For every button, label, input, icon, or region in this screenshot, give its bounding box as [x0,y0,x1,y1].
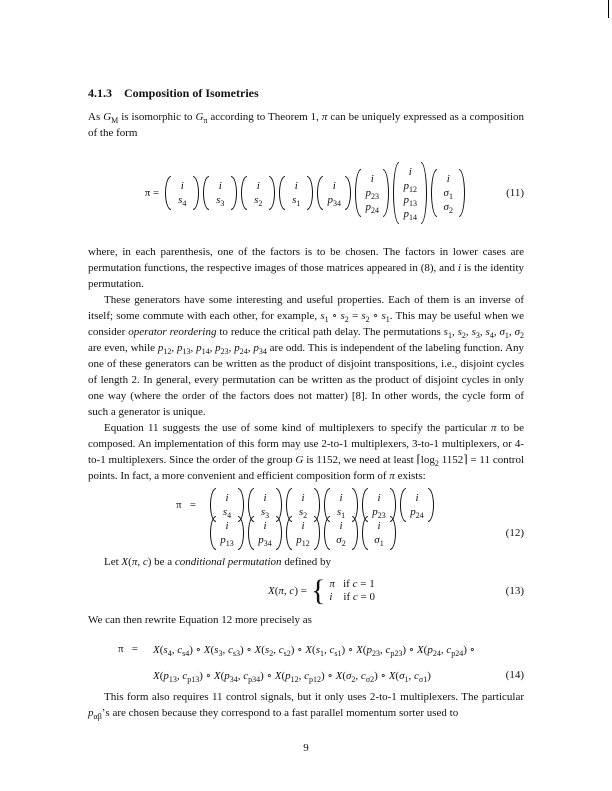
text: Equation 11 suggests the use of some kind of multiplexers to specify the particular [104,422,492,434]
factor-choice-group [323,516,359,550]
page-edge-line [608,0,609,18]
text: can be uniquely expressed as a composition of the form [88,111,524,139]
factor-choice-group [430,169,466,217]
text: where, in each parenthesis, one of the factors is to be chosen. The factors in lower cases are permutation functions, the respective images of those matrices appeared in (8), and [88,246,524,274]
text: ) ∘ [321,669,336,682]
text: ) ∘ [374,669,389,682]
math-symbol: $p_{14}$ [196,342,210,356]
math-symbol: X [416,643,424,656]
equation-lhs: π = [144,187,160,199]
text: if [334,578,353,590]
math-symbol: $s_2$ [457,326,466,340]
math-symbol: i [263,520,267,532]
math-symbol: π [278,585,284,597]
math-symbol: X [203,643,211,656]
math-symbol: $p_{13}$ [176,342,191,356]
math-symbol: $c_{s3}$ [227,643,240,658]
math-symbol: $p_{24}$ [410,506,424,520]
math-symbol: $c_{p34}$ [243,669,261,684]
text: are odd. This is independent of the labeling function. Any one of these generators can be written as the product of disjoint transpositions, i.e., disjoint cycles of length 2. In general, every permutation can be written as the product of disjoint cycles in only one way (where the order of the factors does not matter) [8]. In other words, the cycle form of such a generator is unique. [88,342,525,418]
math-symbol: $c_{s1}$ [329,643,342,658]
text: exists: [394,470,426,482]
text: Let [104,556,122,568]
math-symbol: $\sigma_1$ [374,534,384,548]
text: , [508,326,515,338]
factor-choice-group [316,176,352,210]
text: ( [395,669,400,682]
math-symbol: $s_2$ [340,310,349,324]
equation-number: (14) [505,669,524,681]
text: , [355,669,361,682]
text: ( [423,643,428,656]
math-symbol: $p_{14}$ [403,208,417,222]
equation-lhs: π = [176,499,197,511]
text: As [88,111,104,123]
math-symbol: X [388,669,396,682]
equation-number: (11) [506,187,524,199]
math-symbol: π [491,422,497,434]
text: , [237,669,244,682]
equation-14-line1 [88,640,524,658]
math-symbol: X [356,643,363,656]
math-symbol: $s_1$ [443,326,452,340]
text: , [176,669,183,682]
math-symbol: X [153,669,160,682]
math-symbol: $c_{p13}$ [182,669,200,684]
math-symbol: i [301,520,305,532]
factor-choice-group [278,176,314,210]
text: ∘ [369,310,382,322]
math-symbol: i [218,180,222,192]
section-number: 4.1.3 [88,86,112,100]
factor-choice-group [354,169,390,217]
math-symbol: $s_1$ [292,194,301,208]
factor-choice-group [209,516,245,550]
math-symbol: π [389,470,395,482]
factor-choice-group [392,162,428,224]
text: , [171,643,178,656]
text: We can then rewrite Equation 12 more precisely as [88,614,312,626]
case-1 [329,578,375,591]
text: if [332,591,353,603]
math-symbol: $s_3$ [216,194,225,208]
math-symbol: π [329,578,335,590]
text: ) ∘ [260,669,275,682]
section-heading [88,86,259,101]
emphasis: conditional permutation [174,556,282,568]
text: These generators have some interesting and useful properties. Each of them is an inverse of itself; some commute with each other, for example, [88,294,524,322]
math-symbol: i [377,520,381,532]
math-symbol: $p_{34}$ [253,342,267,356]
math-symbol: i [225,492,229,504]
math-symbol: π [131,556,138,568]
text: , [379,643,386,656]
math-symbol: $p_{12}$ [296,534,310,548]
math-symbol: X [335,669,343,682]
math-symbol: i [263,492,267,504]
text: , [273,643,279,656]
text: , [190,342,197,354]
text: , [323,643,330,656]
paragraph-rewrite [88,612,524,628]
math-symbol: $c_{s2}$ [278,643,291,658]
math-symbol: $p_{13}$ [403,194,417,208]
text: ( [281,669,286,682]
text: defined by [281,556,332,568]
math-symbol: $s_4$ [485,326,494,340]
math-symbol: X [213,669,221,682]
text: ( [342,669,346,682]
math-symbol: $\sigma_1$ [499,326,509,340]
math-symbol: $s_1$ [320,310,329,324]
factor-choice-group [285,516,321,550]
math-symbol: X [305,643,313,656]
math-symbol: $s_4$ [222,506,232,520]
text: is isomorphic to [118,111,196,123]
text: , [408,669,415,682]
math-symbol: $p_{13}$ [220,534,234,548]
text: , [137,556,143,568]
math-symbol: $s_1$ [336,506,346,520]
text: ( [220,669,225,682]
math-symbol: $c_{p24}$ [446,643,464,658]
equation-lhs [268,585,307,597]
math-symbol: $c_{s4}$ [177,643,190,658]
math-symbol: i [339,520,343,532]
math-symbol: $p_{23}$ [365,187,379,201]
math-symbol: $s_1$ [381,310,390,324]
math-symbol: $G_M$ [103,111,119,125]
text: ( [261,643,265,656]
math-symbol: X [153,643,160,656]
paragraph-intro [88,109,524,141]
text: , [493,326,500,338]
math-symbol: $c_{\sigma 1}$ [414,669,428,684]
text: is the identity permutation. [88,262,525,290]
text: , [451,326,458,338]
math-symbol: $\sigma_2$ [443,201,453,215]
math-symbol: $p_{12}$ [403,180,417,194]
math-symbol: $s_2$ [361,310,370,324]
math-symbol: $s_2$ [298,506,308,520]
text: according to Theorem 1, [207,111,322,123]
text: , [171,342,177,354]
text: = 0 [357,591,375,603]
equation-13 [88,575,524,607]
text: ) ∘ [239,643,255,656]
math-symbol: $p_{34}$ [224,669,238,684]
equation-lhs: π = [118,643,139,655]
text: ) ∘ [199,669,214,682]
paragraph-generators [88,292,524,420]
equation-number: (12) [505,527,524,539]
math-symbol: c [352,591,358,603]
text: ) ∘ [189,643,204,656]
math-symbol: c [142,556,148,568]
paragraph-conditional [88,554,524,570]
math-symbol: i [332,180,336,192]
text: , [465,326,472,338]
text: to reduce the critical path delay. The permutations [216,326,444,338]
math-symbol: $p_{24}$ [427,643,441,658]
math-symbol: i [256,180,260,192]
text: , [228,342,235,354]
text: ( [210,643,215,656]
text: , [479,326,486,338]
paragraph-control-signals [88,689,524,721]
equation-11 [88,148,524,238]
math-symbol: i [180,180,184,192]
text: to be composed. An implementation of this form may use 2-to-1 multiplexers, 3-to-1 multiplexers, or 4-to-1 multiplexers. Since the order of the group [88,422,524,466]
equation-line [153,643,475,656]
emphasis: operator reordering [128,326,217,338]
section-title: Composition of Isometries [124,86,259,100]
math-symbol: 2 [434,459,439,468]
factor-choice-group [247,516,283,550]
text: , [247,342,254,354]
text: is 1152, we need at least ⌈log [303,454,435,466]
math-symbol: $\sigma_2$ [345,669,356,684]
math-symbol: $p_{23}$ [215,342,229,356]
math-symbol: $s_1$ [315,643,324,658]
math-symbol: $p_{34}$ [327,194,341,208]
equation-number: (13) [505,585,524,597]
brace: { [310,574,326,607]
text: ) ∘ [463,643,476,656]
text: , [440,643,447,656]
math-symbol: i [225,520,229,532]
text: ( [159,669,164,682]
factor-choice-group [164,176,200,210]
math-symbol: X [274,669,282,682]
math-symbol: $p_{24}$ [365,201,379,215]
math-symbol: X [268,585,275,597]
text: ( [362,643,367,656]
math-symbol: i [301,492,305,504]
equation-factors [163,162,467,224]
text: , [222,643,228,656]
math-symbol: i [415,492,419,504]
math-symbol: $c_{\sigma 2}$ [360,669,375,684]
factor-choice-group [399,488,435,522]
equation-factors [208,516,398,550]
math-symbol: i [408,166,412,178]
equation-12-row2 [88,518,524,548]
text: ) ∘ [402,643,417,656]
text: ) be a [147,556,175,568]
math-symbol: X [121,556,129,568]
paragraph-multiplexers [88,420,524,484]
text: ) [427,669,431,682]
equation-14-line2 [88,666,524,684]
math-symbol: $p_{34}$ [258,534,272,548]
text: , [209,342,216,354]
text: , [283,585,290,597]
text: ( [274,585,279,597]
math-symbol: $p_{12}$ [285,669,299,684]
math-symbol: i [370,173,374,185]
math-symbol: $p_{23}$ [366,643,380,658]
text: ( [128,556,132,568]
math-symbol: $s_2$ [264,643,274,658]
math-symbol: $s_3$ [214,643,223,658]
text: ’s are chosen because they correspond to a fast parallel momentum sorter used to [101,707,459,719]
math-symbol: i [329,591,333,603]
text: are even, while [88,342,158,354]
math-symbol: $\sigma_2$ [514,326,525,340]
factor-choice-group [361,516,397,550]
equation-line [153,669,431,682]
text: ) ∘ [290,643,306,656]
text: ∘ [328,310,341,322]
text: ) ∘ [341,643,357,656]
math-symbol: $s_3$ [471,326,480,340]
math-symbol: $p_{12}$ [157,342,172,356]
math-symbol: i [377,492,381,504]
text: , [298,669,305,682]
text: 1152⌉ = 11 control points. In fact, a more convenient and efficient composition form of [88,454,525,482]
math-symbol: $s_2$ [254,194,263,208]
math-symbol: $\sigma_1$ [399,669,409,684]
case-2 [329,591,375,604]
math-symbol: $G_\pi$ [195,111,208,125]
math-symbol: $p_{24}$ [234,342,248,356]
text: = 1 [357,578,375,590]
math-symbol: $\sigma_2$ [336,534,346,548]
text: ( [159,643,164,656]
factor-choice-group [202,176,238,210]
math-symbol: i [457,262,461,274]
math-symbol: i [294,180,298,192]
math-symbol: π [321,111,328,123]
math-symbol: $p_{\alpha\beta}$ [88,707,102,721]
math-symbol: X [254,643,262,656]
math-symbol: $p_{23}$ [372,506,386,520]
math-symbol: $c_{p23}$ [385,643,403,658]
text: = [348,310,362,322]
page-number: 9 [303,742,309,754]
math-symbol: $p_{13}$ [163,669,177,684]
math-symbol: c [352,578,358,590]
text: . This may be useful when we consider [88,310,524,338]
math-symbol: i [339,492,343,504]
math-symbol: $s_4$ [178,194,187,208]
math-symbol: $c_{p12}$ [304,669,322,684]
text: ( [312,643,316,656]
text: This form also requires 11 control signals, but it only uses 2-to-1 multiplexers. The particular [104,691,524,703]
math-symbol: $\sigma_1$ [443,187,453,201]
math-symbol: c [289,585,295,597]
paragraph-where [88,244,524,292]
math-symbol: $s_3$ [260,506,270,520]
text: ) = [294,585,307,597]
math-symbol: G [295,454,304,466]
factor-choice-group [240,176,276,210]
math-symbol: $s_4$ [163,643,172,658]
math-symbol: i [446,173,450,185]
